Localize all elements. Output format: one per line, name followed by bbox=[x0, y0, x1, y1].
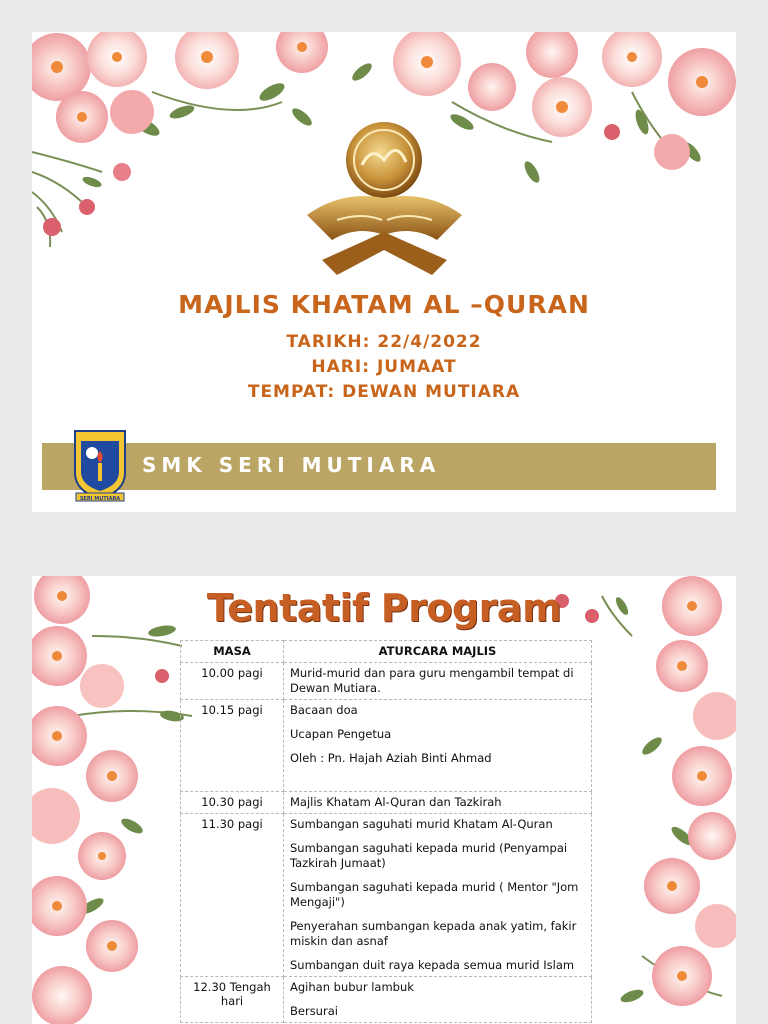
event-title: MAJLIS KHATAM AL –QURAN bbox=[178, 290, 590, 319]
event-date: TARIKH: 22/4/2022 bbox=[286, 332, 482, 352]
column-header-time: MASA bbox=[181, 641, 284, 663]
table-row bbox=[181, 814, 592, 977]
agenda-item: Majlis Khatam Al-Quran dan Tazkirah bbox=[290, 795, 502, 809]
row-time: 10.15 pagi bbox=[181, 700, 284, 792]
agenda-item: Bacaan doa bbox=[290, 703, 358, 717]
agenda-item: Sumbangan saguhati kepada murid ( Mentor "Jom Mengaji") bbox=[290, 880, 579, 909]
row-time: 10.00 pagi bbox=[181, 663, 284, 700]
row-agenda bbox=[284, 792, 592, 814]
table-row bbox=[181, 700, 592, 792]
event-venue: TEMPAT: DEWAN MUTIARA bbox=[247, 382, 521, 402]
school-crest-icon bbox=[72, 427, 128, 503]
column-header-agenda: ATURCARA MAJLIS bbox=[284, 641, 592, 663]
table-row bbox=[181, 792, 592, 814]
row-agenda bbox=[284, 700, 592, 792]
row-agenda bbox=[284, 663, 592, 700]
agenda-item: Bersurai bbox=[290, 1004, 338, 1018]
schedule-table bbox=[180, 640, 592, 1023]
table-header-row bbox=[181, 641, 592, 663]
agenda-item: Sumbangan duit raya kepada semua murid Islam bbox=[290, 958, 575, 972]
row-time: 11.30 pagi bbox=[181, 814, 284, 977]
school-name: SMK SERI MUTIARA bbox=[142, 453, 441, 477]
row-time: 10.30 pagi bbox=[181, 792, 284, 814]
agenda-item: Sumbangan saguhati kepada murid (Penyampai Tazkirah Jumaat) bbox=[290, 841, 568, 870]
quran-emblem bbox=[302, 120, 477, 290]
agenda-item: Penyerahan sumbangan kepada anak yatim, fakir miskin dan asnaf bbox=[290, 919, 577, 948]
row-time: 12.30 Tengah hari bbox=[181, 977, 284, 1023]
agenda-item: Sumbangan saguhati murid Khatam Al-Quran bbox=[290, 817, 553, 831]
row-agenda bbox=[284, 977, 592, 1023]
program-page bbox=[32, 576, 736, 1024]
school-banner bbox=[42, 443, 716, 490]
table-row bbox=[181, 977, 592, 1023]
table-row bbox=[181, 663, 592, 700]
agenda-item: Oleh : Pn. Hajah Aziah Binti Ahmad bbox=[290, 751, 492, 765]
crest-text: SERI MUTIARA bbox=[79, 496, 121, 502]
agenda-item: Agihan bubur lambuk bbox=[290, 980, 414, 994]
agenda-item: Ucapan Pengetua bbox=[290, 727, 392, 741]
event-day: HARI: JUMAAT bbox=[311, 357, 457, 377]
poster-page bbox=[32, 32, 736, 512]
agenda-item: Murid-murid dan para guru mengambil tempat di Dewan Mutiara. bbox=[290, 666, 574, 695]
program-title: Tentatif Program bbox=[206, 586, 562, 630]
row-agenda bbox=[284, 814, 592, 977]
